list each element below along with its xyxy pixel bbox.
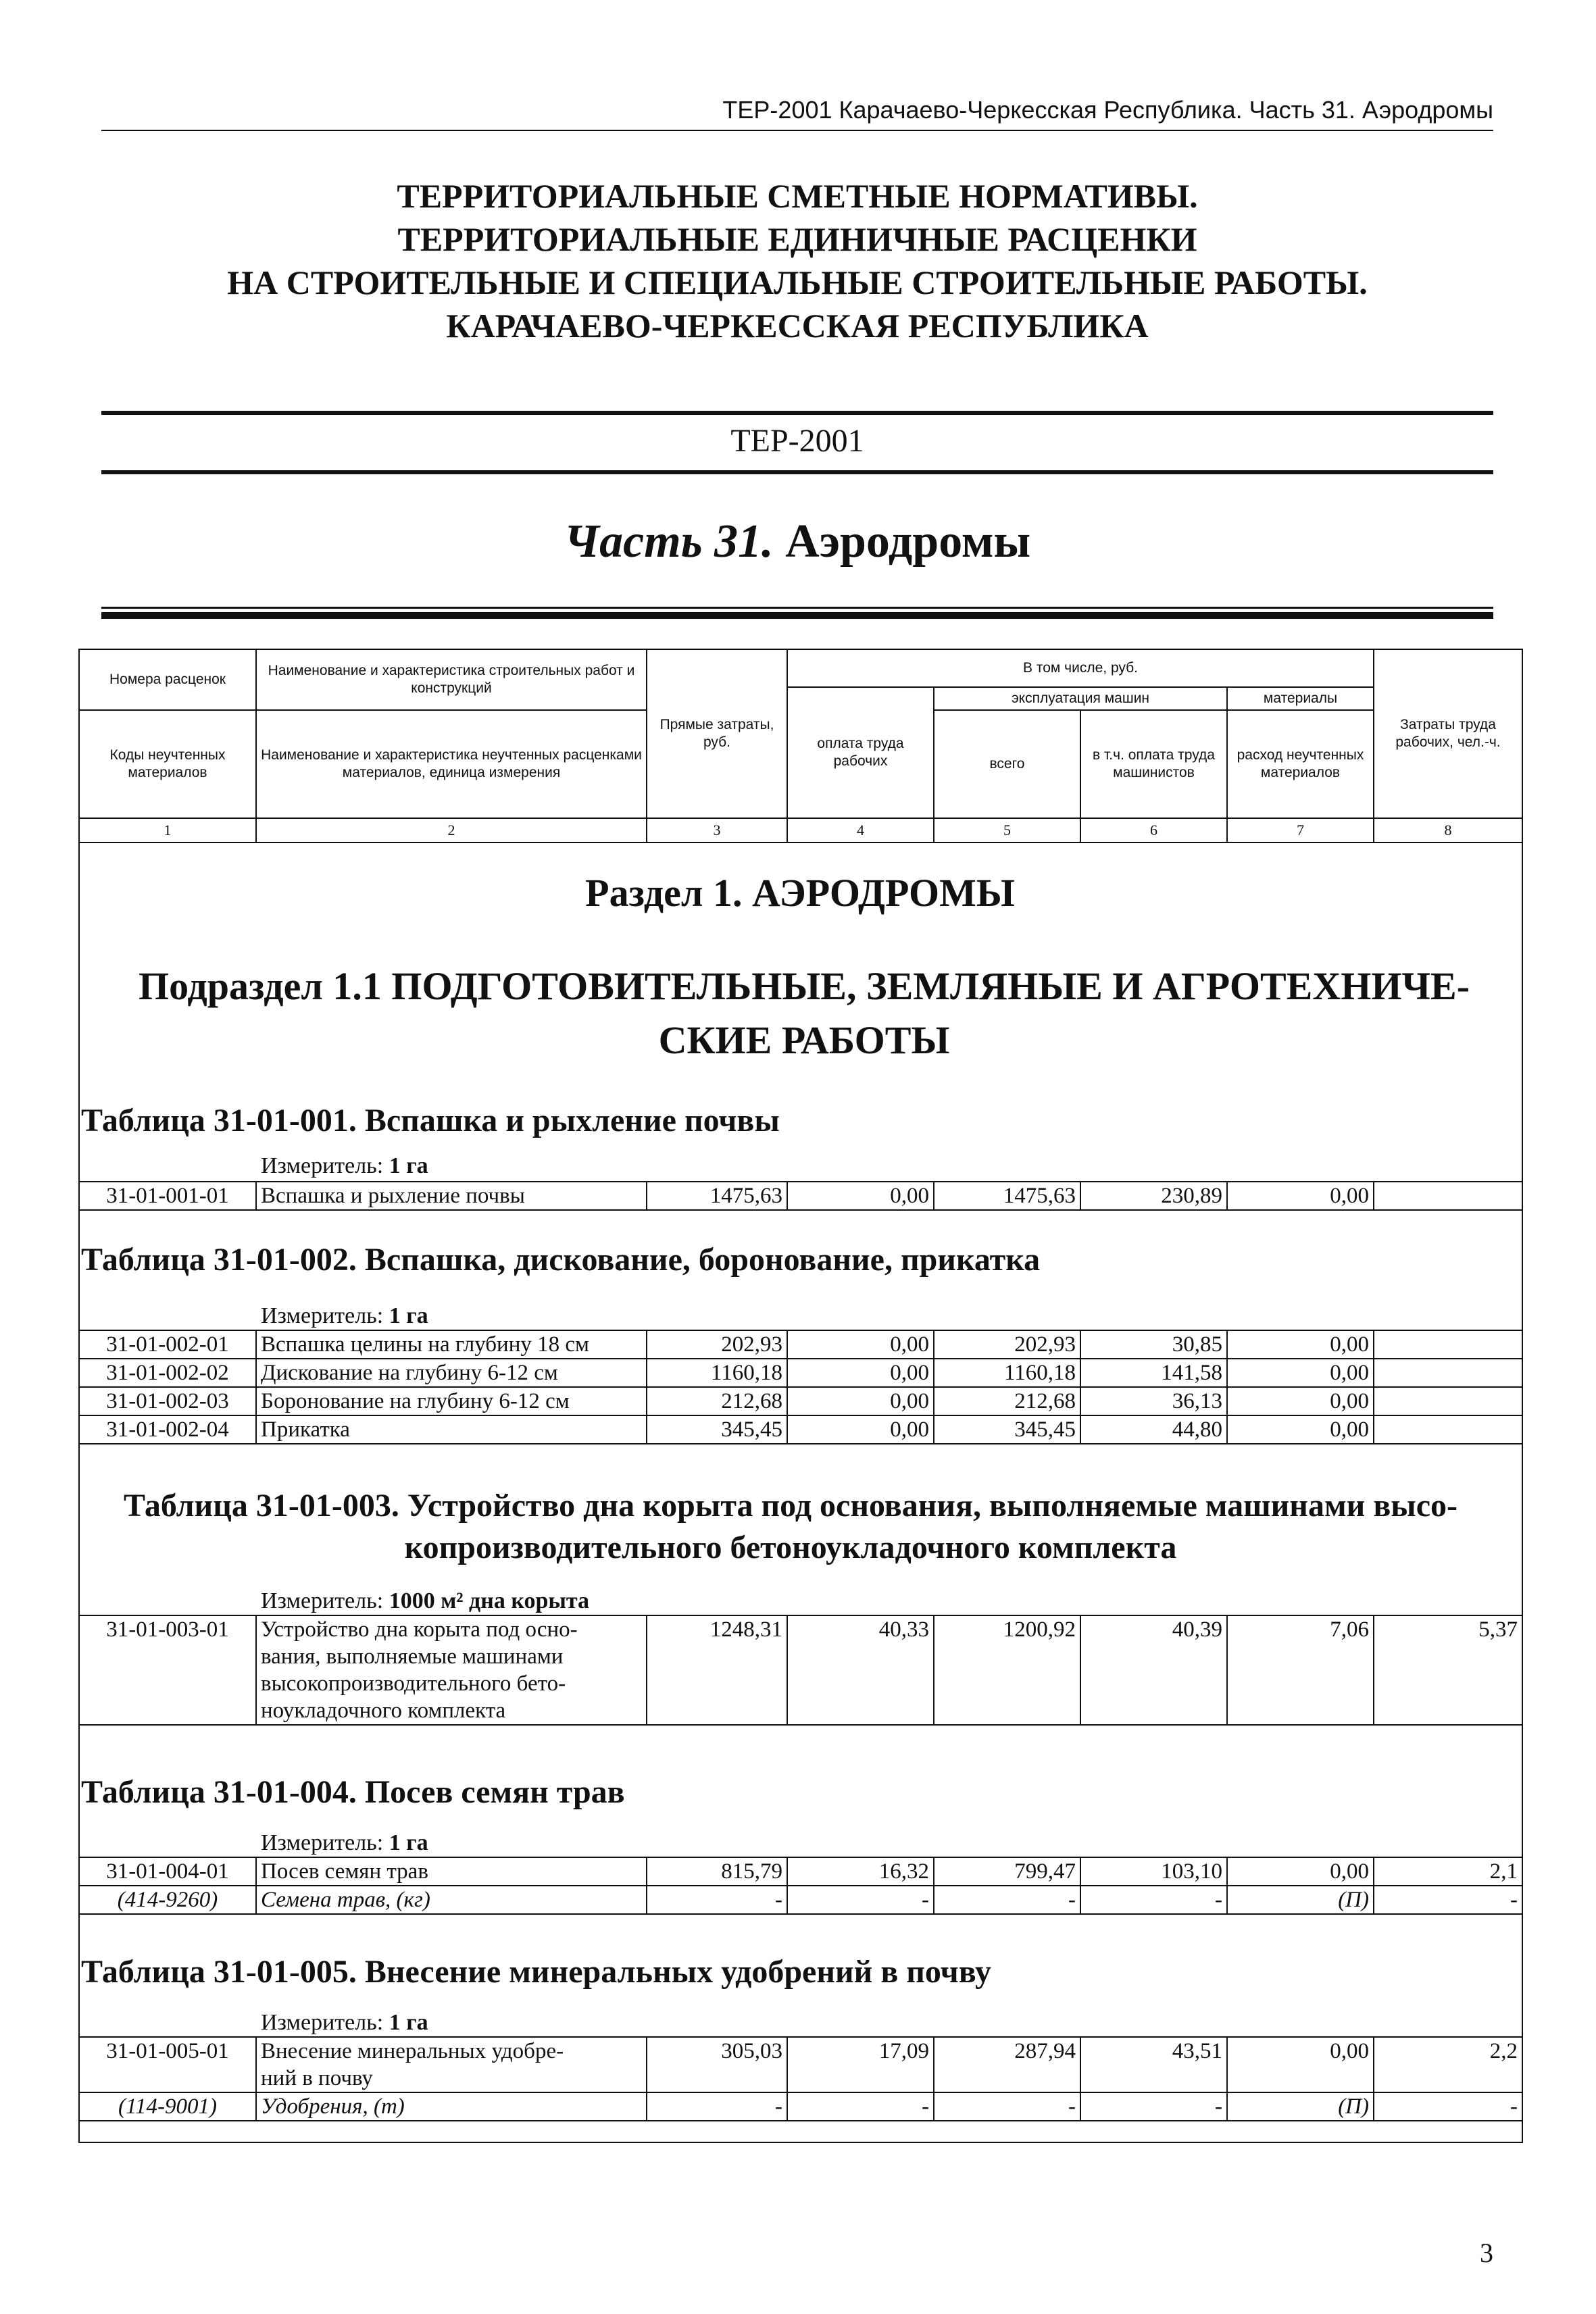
table-title-line: Таблица 31-01-004. Посев семян трав: [81, 1774, 625, 1810]
labor-hours: -: [1374, 1886, 1522, 1914]
machinist-pay: 43,51: [1080, 2037, 1227, 2092]
code-rule-bottom: [101, 470, 1493, 474]
table-title: [81, 1485, 1500, 1569]
header-including: В том числе, руб.: [787, 649, 1374, 687]
machinist-pay: -: [1080, 2092, 1227, 2121]
machines-total: 212,68: [934, 1387, 1080, 1415]
labor-pay: 16,32: [787, 1857, 934, 1886]
column-header-table: [78, 649, 1523, 843]
machinist-pay: 230,89: [1080, 1182, 1227, 1210]
labor-hours: [1374, 1182, 1522, 1210]
part-prefix: Часть 31.: [564, 515, 774, 568]
labor-pay: 0,00: [787, 1387, 934, 1415]
decorative-rule: [101, 607, 1493, 609]
table-title: [81, 1100, 1500, 1142]
machines-total: -: [934, 1886, 1080, 1914]
machinist-pay: 141,58: [1080, 1359, 1227, 1387]
direct-costs: 345,45: [647, 1415, 787, 1444]
main-title-line: ТЕРРИТОРИАЛЬНЫЕ ЕДИНИЧНЫЕ РАСЦЕНКИ: [397, 220, 1197, 258]
rate-code: 31-01-003-01: [79, 1615, 256, 1725]
header-machines: эксплуатация машин: [934, 687, 1227, 710]
page-number: 3: [1480, 2238, 1493, 2268]
machinist-pay: 103,10: [1080, 1857, 1227, 1886]
table-row: [79, 1415, 1522, 1444]
measurement-unit: [261, 2009, 428, 2036]
table-row: [79, 2092, 1522, 2121]
subsection-title-line: Подраздел 1.1 ПОДГОТОВИТЕЛЬНЫЕ, ЗЕМЛЯНЫЕ И АГРОТЕХНИЧЕ-: [138, 964, 1470, 1008]
header-machinist-pay: в т.ч. оплата труда машинистов: [1080, 710, 1227, 818]
labor-pay: 0,00: [787, 1359, 934, 1387]
direct-costs: 202,93: [647, 1330, 787, 1359]
labor-pay: 0,00: [787, 1182, 934, 1210]
machines-total: 1200,92: [934, 1615, 1080, 1725]
header-labor-costs: Затраты труда рабочих, чел.-ч.: [1374, 649, 1522, 818]
measurement-unit: [261, 1303, 428, 1330]
header-material-name: Наименование и характеристика неучтенных расценками материалов, единица измерения: [256, 710, 647, 818]
machines-total: 799,47: [934, 1857, 1080, 1886]
header-materials-consumption: расход неучтенных материалов: [1227, 710, 1374, 818]
work-name: Устройство дна корыта под осно- вания, выполняемые машинами высокопроизводительного бето- ноукладочного комплекта: [256, 1615, 647, 1725]
rate-table: [78, 1615, 1523, 1726]
table-row: [79, 1387, 1522, 1415]
measurement-label: Измеритель:: [261, 1830, 384, 1855]
column-number: 1: [79, 818, 256, 842]
header-direct-costs: Прямые затраты, руб.: [647, 649, 787, 818]
decorative-rule: [101, 612, 1493, 619]
labor-hours: -: [1374, 2092, 1522, 2121]
measurement-value: 1 га: [389, 2010, 428, 2035]
header-labor-pay: оплата труда рабочих: [787, 687, 934, 818]
rate-code: 31-01-005-01: [79, 2037, 256, 2092]
labor-pay: 40,33: [787, 1615, 934, 1725]
machinist-pay: 40,39: [1080, 1615, 1227, 1725]
work-name: Вспашка целины на глубину 18 см: [256, 1330, 647, 1359]
header-material-codes: Коды неучтенных материалов: [79, 710, 256, 818]
rate-code: 31-01-002-01: [79, 1330, 256, 1359]
table-title: [81, 1951, 1500, 1993]
labor-hours: 2,1: [1374, 1857, 1522, 1886]
work-name: Посев семян трав: [256, 1857, 647, 1886]
labor-hours: 2,2: [1374, 2037, 1522, 2092]
work-name: Боронование на глубину 6-12 см: [256, 1387, 647, 1415]
machinist-pay: -: [1080, 1886, 1227, 1914]
rate-table: [78, 2036, 1523, 2121]
work-name: Удобрения, (т): [256, 2092, 647, 2121]
column-number: 5: [934, 818, 1080, 842]
part-title: [101, 508, 1493, 576]
table-row: [79, 1182, 1522, 1210]
table-row: [79, 1359, 1522, 1387]
column-number: 6: [1080, 818, 1227, 842]
materials: 0,00: [1227, 1359, 1374, 1387]
subsection-title-line: СКИЕ РАБОТЫ: [658, 1018, 950, 1062]
measurement-unit: [261, 1588, 589, 1615]
table-row: [79, 1886, 1522, 1914]
machines-total: 202,93: [934, 1330, 1080, 1359]
materials: 0,00: [1227, 1330, 1374, 1359]
machines-total: 287,94: [934, 2037, 1080, 2092]
work-name: Семена трав, (кг): [256, 1886, 647, 1914]
rate-table: [78, 1857, 1523, 1915]
work-name: Прикатка: [256, 1415, 647, 1444]
measurement-value: 1 га: [389, 1830, 428, 1855]
direct-costs: 1248,31: [647, 1615, 787, 1725]
direct-costs: 305,03: [647, 2037, 787, 2092]
header-rule: [101, 130, 1493, 131]
column-number: 3: [647, 818, 787, 842]
rate-table: [78, 1330, 1523, 1444]
measurement-label: Измеритель:: [261, 2010, 384, 2035]
labor-pay: -: [787, 1886, 934, 1914]
header-rate-number: Номера расценок: [79, 649, 256, 710]
measurement-unit: [261, 1830, 428, 1857]
labor-hours: [1374, 1415, 1522, 1444]
table-row: [79, 1615, 1522, 1725]
table-title-line: Таблица 31-01-001. Вспашка и рыхление почвы: [81, 1103, 780, 1138]
rate-code: 31-01-002-02: [79, 1359, 256, 1387]
running-header: ТЕР-2001 Карачаево-Черкесская Республика. Часть 31. Аэродромы: [722, 96, 1493, 124]
header-materials: материалы: [1227, 687, 1374, 710]
materials: (П): [1227, 1886, 1374, 1914]
measurement-value: 1000 м² дна корыта: [389, 1588, 590, 1613]
table-title-line: Таблица 31-01-003. Устройство дна корыта под основания, выполняемые машинами высо-: [124, 1488, 1457, 1524]
main-title-line: КАРАЧАЕВО-ЧЕРКЕССКАЯ РЕСПУБЛИКА: [446, 307, 1149, 345]
table-row: [79, 1857, 1522, 1886]
direct-costs: 1475,63: [647, 1182, 787, 1210]
table-title: [81, 1771, 1500, 1813]
measurement-value: 1 га: [389, 1153, 428, 1178]
header-work-name: Наименование и характеристика строительных работ и конструкций: [256, 649, 647, 710]
section-title: Раздел 1. АЭРОДРОМЫ: [585, 871, 1015, 915]
labor-pay: -: [787, 2092, 934, 2121]
work-name: Внесение минеральных удобре- ний в почву: [256, 2037, 647, 2092]
labor-hours: [1374, 1359, 1522, 1387]
labor-pay: 17,09: [787, 2037, 934, 2092]
main-title-line: НА СТРОИТЕЛЬНЫЕ И СПЕЦИАЛЬНЫЕ СТРОИТЕЛЬНЫЕ РАБОТЫ.: [227, 263, 1368, 301]
machines-total: 345,45: [934, 1415, 1080, 1444]
part-name: Аэродромы: [785, 515, 1031, 568]
machinist-pay: 44,80: [1080, 1415, 1227, 1444]
machines-total: -: [934, 2092, 1080, 2121]
rate-code: 31-01-001-01: [79, 1182, 256, 1210]
column-number: 2: [256, 818, 647, 842]
labor-hours: [1374, 1330, 1522, 1359]
header-machines-total: всего: [934, 710, 1080, 818]
rate-code: 31-01-004-01: [79, 1857, 256, 1886]
machinist-pay: 36,13: [1080, 1387, 1227, 1415]
table-title-line: Таблица 31-01-005. Внесение минеральных удобрений в почву: [81, 1954, 991, 1990]
table-row: [79, 2037, 1522, 2092]
materials: 0,00: [1227, 1182, 1374, 1210]
rate-code: 31-01-002-03: [79, 1387, 256, 1415]
work-name: Вспашка и рыхление почвы: [256, 1182, 647, 1210]
materials: (П): [1227, 2092, 1374, 2121]
rate-code: (414-9260): [79, 1886, 256, 1914]
table-title: [81, 1239, 1500, 1281]
measurement-label: Измеритель:: [261, 1153, 384, 1178]
measurement-unit: [261, 1153, 428, 1180]
column-number: 7: [1227, 818, 1374, 842]
machinist-pay: 30,85: [1080, 1330, 1227, 1359]
direct-costs: -: [647, 1886, 787, 1914]
direct-costs: -: [647, 2092, 787, 2121]
rate-code: (114-9001): [79, 2092, 256, 2121]
materials: 0,00: [1227, 1857, 1374, 1886]
machines-total: 1475,63: [934, 1182, 1080, 1210]
direct-costs: 1160,18: [647, 1359, 787, 1387]
table-row: [79, 1330, 1522, 1359]
direct-costs: 212,68: [647, 1387, 787, 1415]
direct-costs: 815,79: [647, 1857, 787, 1886]
labor-hours: [1374, 1387, 1522, 1415]
machines-total: 1160,18: [934, 1359, 1080, 1387]
column-number: 4: [787, 818, 934, 842]
materials: 0,00: [1227, 2037, 1374, 2092]
work-name: Дискование на глубину 6-12 см: [256, 1359, 647, 1387]
document-code: ТЕР-2001: [730, 423, 864, 459]
subsection-title: [108, 959, 1500, 1067]
table-title-line: копроизводительного бетоноукладочного комплекта: [404, 1530, 1177, 1565]
column-number: 8: [1374, 818, 1522, 842]
measurement-label: Измеритель:: [261, 1588, 384, 1613]
code-rule-top: [101, 411, 1493, 415]
main-title: [101, 174, 1493, 347]
measurement-value: 1 га: [389, 1303, 428, 1328]
materials: 0,00: [1227, 1387, 1374, 1415]
rate-table: [78, 1181, 1523, 1211]
labor-pay: 0,00: [787, 1330, 934, 1359]
table-title-line: Таблица 31-01-002. Вспашка, дискование, боронование, прикатка: [81, 1242, 1041, 1278]
rate-code: 31-01-002-04: [79, 1415, 256, 1444]
materials: 0,00: [1227, 1415, 1374, 1444]
labor-hours: 5,37: [1374, 1615, 1522, 1725]
measurement-label: Измеритель:: [261, 1303, 384, 1328]
materials: 7,06: [1227, 1615, 1374, 1725]
main-title-line: ТЕРРИТОРИАЛЬНЫЕ СМЕТНЫЕ НОРМАТИВЫ.: [397, 177, 1198, 215]
labor-pay: 0,00: [787, 1415, 934, 1444]
